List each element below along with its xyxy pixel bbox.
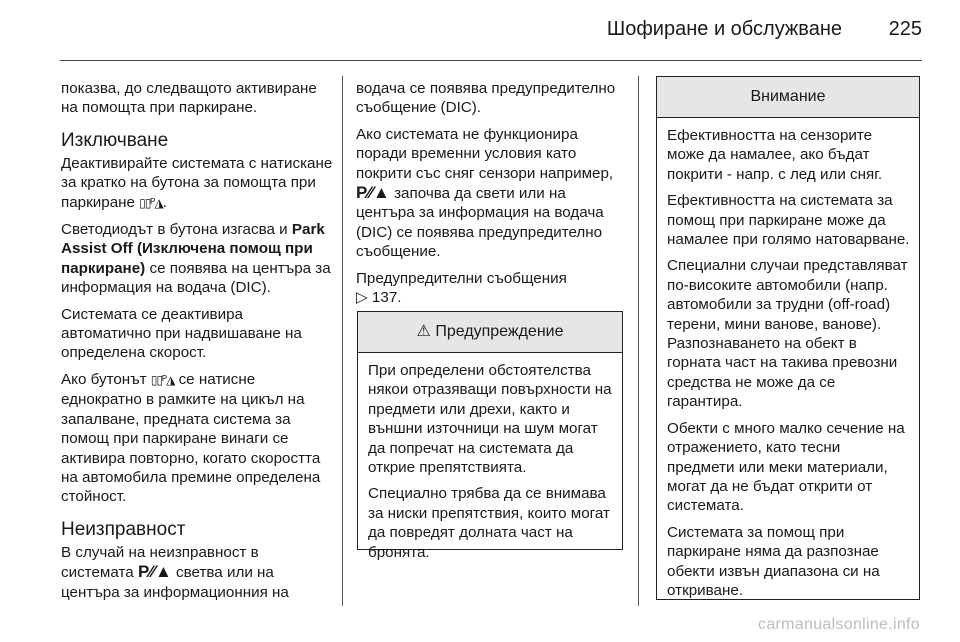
park-assist-button-icon: ▯▯ᴾ◮ <box>150 372 175 387</box>
header-rule <box>60 60 922 61</box>
paragraph: Специално трябва да се внимава за ниски препятствия, които могат да повредят долната част на бронята. <box>368 485 610 561</box>
paragraph: Системата се деактивира автоматично при надвишаване на определена скорост. <box>61 305 302 362</box>
paragraph: Разпознаването на обект в горната част на такива превозни средства не може да се гарантира. <box>667 335 898 411</box>
paragraph: Специални случаи представляват по-високите автомобили (напр. автомобили за трудни (off-road) терени, мини ванове, ванове). <box>667 257 908 333</box>
paragraph: Светодиодът в бутона изгасва и Park Assist Off (Изключена помощ при паркиране) се появява на центъра за информация на водача (DIC). <box>61 221 331 297</box>
note-title: Внимание <box>750 88 826 105</box>
paragraph: Ефективността на сензорите може да намалее, ако бъдат покрити - напр. с лед или сняг. <box>667 127 883 183</box>
column-2 <box>356 79 624 314</box>
warning-triangle-icon: ⚠ <box>416 323 431 340</box>
paragraph: показва, до следващото активиране на помощта при паркиране. <box>61 80 317 117</box>
note-body <box>657 118 919 611</box>
paragraph: Ако системата не функционира поради временни условия като покрити със сняг сензори например, P⁄⁄▲ започва да свети или на центъра за информация на водача (DIC) се появява предупредително съобщение. <box>356 125 614 261</box>
park-assist-indicator-icon: P⁄⁄▲ <box>137 562 172 582</box>
paragraph: водача се появява предупредително съобщение (DIC). <box>356 80 616 117</box>
heading-fault: Неизправност <box>61 518 186 540</box>
paragraph: Ефективността на системата за помощ при паркиране може да намалее при голямо натоварване. <box>667 192 910 249</box>
column-divider <box>342 76 343 606</box>
column-divider <box>638 76 639 606</box>
note-box <box>656 76 920 600</box>
dic-message: Park Assist Off (Изключена помощ при паркиране) <box>61 221 325 277</box>
paragraph: Системата за помощ при паркиране няма да разпознае обекти извън диапазона си на откриване. <box>667 523 880 599</box>
warning-body <box>358 353 622 573</box>
warning-box <box>357 311 623 561</box>
page-reference-arrow-icon: ▷ <box>356 289 368 307</box>
warning-title: Предупреждение <box>435 323 564 340</box>
page-number: 225 <box>888 18 922 40</box>
paragraph: Деактивирайте системата с натискане за кратко на бутона за помощта при паркиране ▯▯ᴾ◮. <box>61 154 333 211</box>
page-reference[interactable]: 137. <box>371 289 402 307</box>
page-header <box>0 0 960 60</box>
park-assist-button-icon: ▯▯ᴾ◮ <box>139 195 163 210</box>
paragraph: Ако бутонът ▯▯ᴾ◮ се натисне еднократно в рамките на цикъл на запалване, предната система за помощ при паркиране винаги се активира повторно, когато скоростта на автомобила премине определена стойност. <box>61 370 321 506</box>
note-header <box>657 77 919 118</box>
heading-disable: Изключване <box>61 129 169 151</box>
paragraph: Предупредителни съобщения ▷ 137. <box>356 269 567 307</box>
column-1 <box>61 79 333 609</box>
watermark: carmanualsonline.info <box>758 616 920 633</box>
warning-header <box>358 312 622 353</box>
park-assist-indicator-icon: P⁄⁄▲ <box>356 183 390 203</box>
page-section-title: Шофиране и обслужване <box>606 18 842 40</box>
paragraph: При определени обстоятелства някои отразяващи повърхности на предмети или дрехи, както и външни източници на шум могат да попречат на системата да открие препятствията. <box>368 362 612 477</box>
paragraph: Обекти с много малко сечение на отражението, като тесни предмети или меки материали, могат да не бъдат открити от системата. <box>667 419 905 515</box>
paragraph: В случай на неизправност в системата P⁄⁄▲ светва или на центъра за информационния на <box>61 543 289 601</box>
